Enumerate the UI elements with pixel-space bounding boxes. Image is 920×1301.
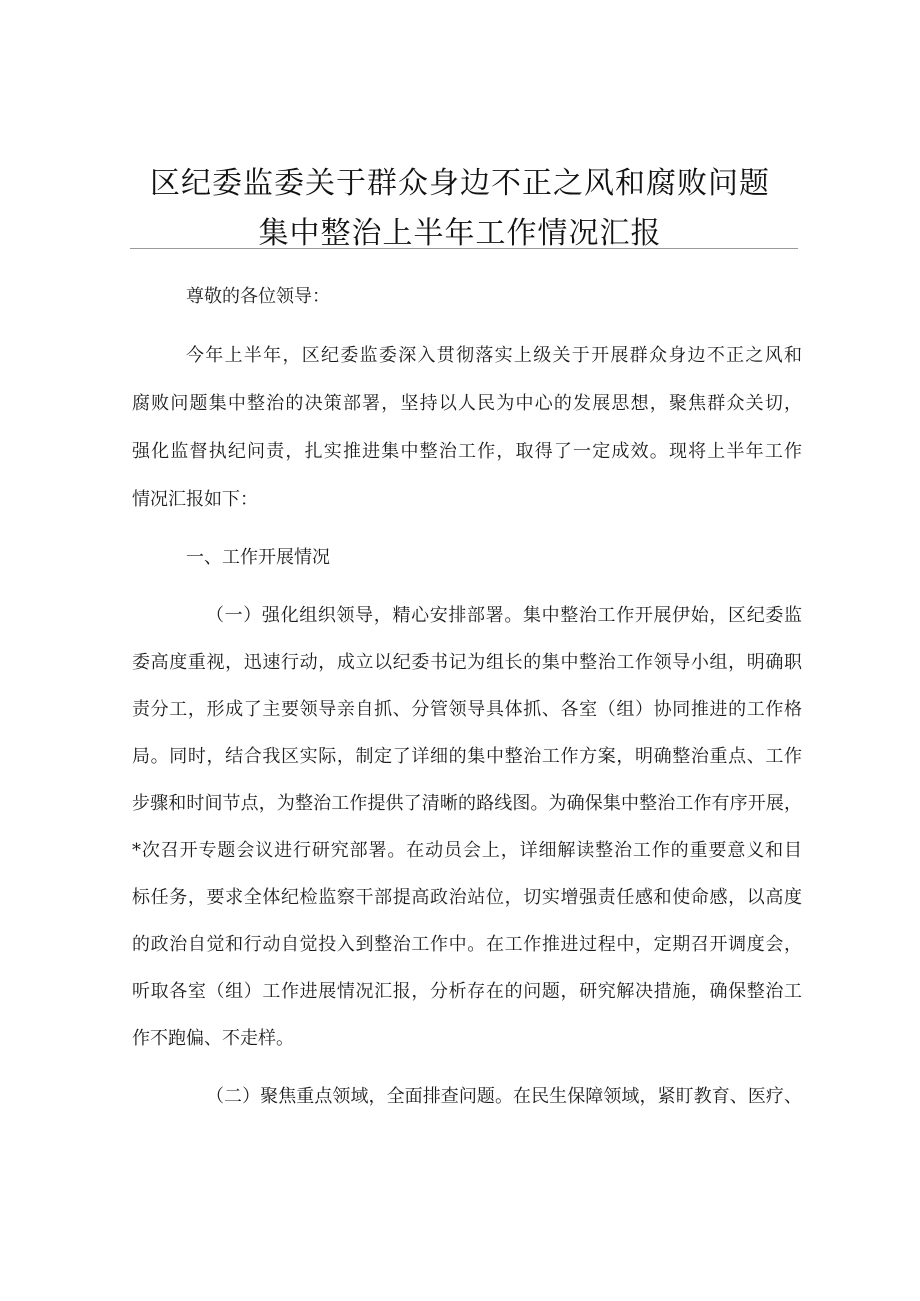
subsection-1-line: 步骤和时间节点，为整治工作提供了清晰的路线图。为确保集中整治工作有序开展， — [132, 793, 802, 814]
intro-line: 今年上半年，区纪委监委深入贯彻落实上级关于开展群众身边不正之风和 — [186, 345, 802, 366]
title-divider — [130, 248, 798, 249]
intro-line: 强化监督执纪问责，扎实推进集中整治工作，取得了一定成效。现将上半年工作 — [132, 441, 802, 462]
subsection-1-line: 局。同时，结合我区实际，制定了详细的集中整治工作方案，明确整治重点、工作 — [132, 746, 802, 767]
document-title-line-2: 集中整治上半年工作情况汇报 — [258, 216, 662, 251]
document-title-line-1: 区纪委监委关于群众身边不正之风和腐败问题 — [150, 166, 770, 201]
subsection-1-line: *次召开专题会议进行研究部署。在动员会上，详细解读整治工作的重要意义和目 — [132, 840, 802, 861]
intro-line: 腐败问题集中整治的决策部署，坚持以人民为中心的发展思想，聚焦群众关切， — [132, 393, 802, 414]
salutation: 尊敬的各位领导： — [186, 286, 330, 307]
section-heading: 一、工作开展情况 — [186, 547, 330, 568]
subsection-1-line: 标任务，要求全体纪检监察干部提高政治站位，切实增强责任感和使命感，以高度 — [132, 887, 802, 908]
subsection-1-line: （一）强化组织领导，精心安排部署。集中整治工作开展伊始，区纪委监 — [206, 605, 802, 626]
subsection-1-line: 听取各室（组）工作进展情况汇报，分析存在的问题，研究解决措施，确保整治工 — [132, 981, 802, 1002]
subsection-1-line: 委高度重视，迅速行动，成立以纪委书记为组长的集中整治工作领导小组，明确职 — [132, 652, 802, 673]
intro-line: 情况汇报如下： — [132, 489, 258, 510]
subsection-1-line: 的政治自觉和行动自觉投入到整治工作中。在工作推进过程中，定期召开调度会， — [132, 934, 802, 955]
subsection-1-line: 作不跑偏、不走样。 — [132, 1028, 294, 1049]
subsection-2-line: （二）聚焦重点领域，全面排查问题。在民生保障领域，紧盯教育、医疗、 — [206, 1086, 802, 1107]
subsection-1-line: 责分工，形成了主要领导亲自抓、分管领导具体抓、各室（组）协同推进的工作格 — [132, 699, 802, 720]
